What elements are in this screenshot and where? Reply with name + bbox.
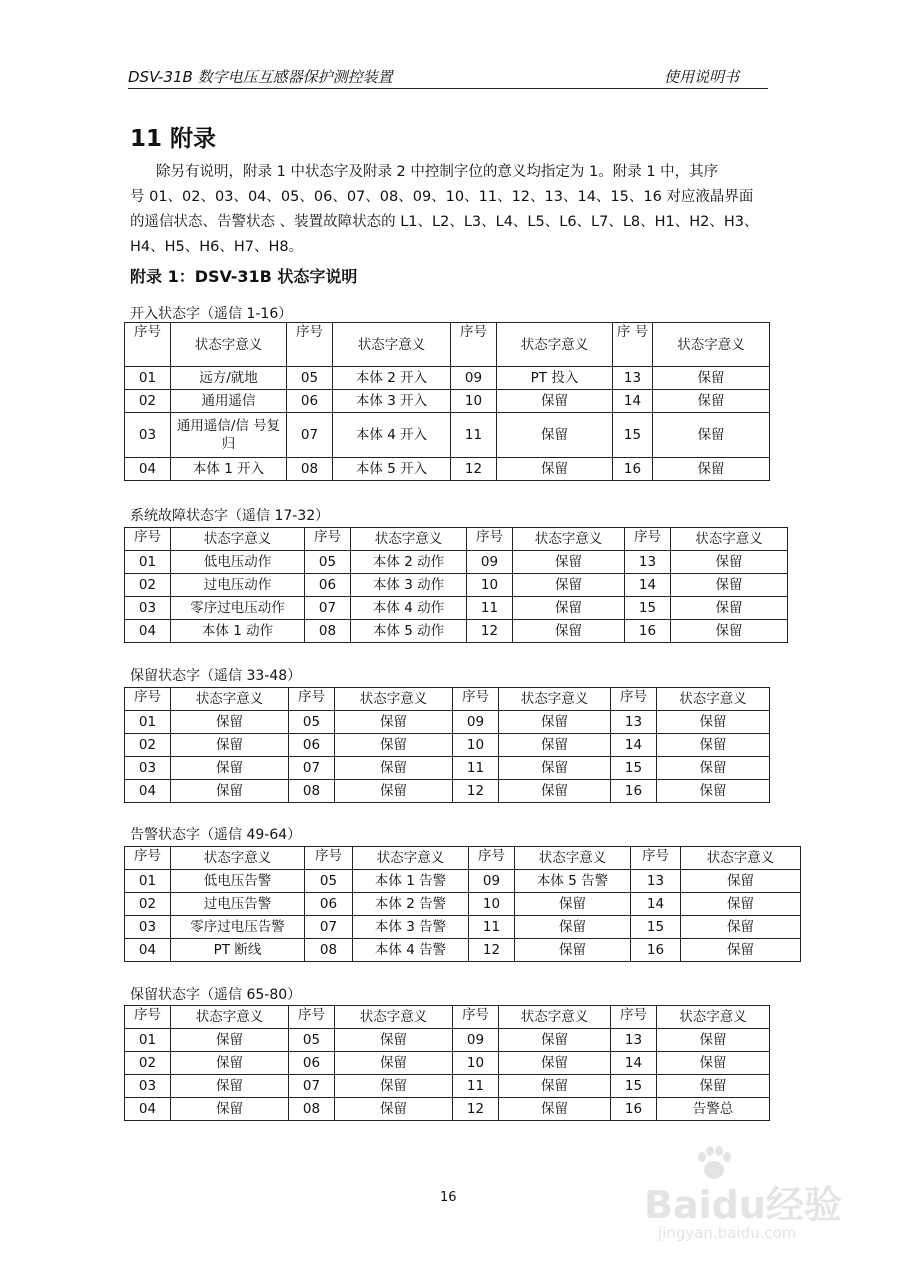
table-cell: 本体 3 开入 (333, 390, 451, 413)
table-cell: 08 (305, 939, 353, 962)
table-cell: 保留 (513, 574, 625, 597)
table-cell: 保留 (335, 1029, 453, 1052)
table-row (125, 551, 788, 574)
table-cell: 01 (125, 1029, 171, 1052)
intro-paragraph (130, 160, 770, 260)
table-row (125, 367, 770, 390)
table-cell: 10 (469, 893, 515, 916)
table-header-cell: 序号 (469, 847, 515, 870)
table-cell: 04 (125, 620, 171, 643)
table-cell: 零序过电压告警 (171, 916, 305, 939)
table-cell: 保留 (681, 893, 801, 916)
table-cell: 过电压告警 (171, 893, 305, 916)
table-cell: 保留 (171, 757, 289, 780)
table-cell: 09 (451, 367, 497, 390)
table-header-cell: 状态字意义 (333, 323, 451, 367)
table-cell: 保留 (497, 458, 613, 481)
table-header-cell: 状态字意义 (335, 1006, 453, 1029)
table-cell: 15 (611, 757, 657, 780)
table-cell: 03 (125, 597, 171, 620)
table-cell: 保留 (171, 734, 289, 757)
intro-line: H4、H5、H6、H7、H8。 (130, 239, 304, 255)
table-cell: 本体 3 告警 (353, 916, 469, 939)
table-header-cell: 序号 (451, 323, 497, 367)
table-row (125, 893, 801, 916)
table-row (125, 597, 788, 620)
table-header-cell: 状态字意义 (351, 528, 467, 551)
table-cell: 低电压动作 (171, 551, 305, 574)
table-cell: 保留 (657, 734, 770, 757)
table-cell: 12 (451, 458, 497, 481)
table-cell: 10 (451, 390, 497, 413)
table-cell: 14 (631, 893, 681, 916)
table-cell: 保留 (671, 597, 788, 620)
table-cell: 02 (125, 574, 171, 597)
table-cell: 保留 (657, 711, 770, 734)
table-cell: 保留 (671, 574, 788, 597)
table-cell: 07 (305, 597, 351, 620)
table-cell: 保留 (513, 620, 625, 643)
table-cell: 12 (467, 620, 513, 643)
table-caption: 保留状态字（遥信 65-80） (130, 987, 302, 1003)
table-cell: 08 (289, 780, 335, 803)
table-cell: 保留 (681, 916, 801, 939)
table-cell: 保留 (499, 711, 611, 734)
table-header-cell: 状态字意义 (171, 688, 289, 711)
table-cell: 12 (469, 939, 515, 962)
table-cell: 05 (289, 711, 335, 734)
table-cell: 本体 1 开入 (171, 458, 287, 481)
table-cell: 保留 (499, 1029, 611, 1052)
table-header-cell: 序号 (125, 847, 171, 870)
status-table-fault (124, 527, 788, 643)
table-header-cell: 状态字意义 (171, 847, 305, 870)
table-cell: 07 (289, 757, 335, 780)
table-cell: 保留 (653, 390, 770, 413)
table-cell: 10 (453, 734, 499, 757)
table-cell: 11 (469, 916, 515, 939)
table-cell: 本体 4 开入 (333, 413, 451, 458)
table-cell: 保留 (515, 916, 631, 939)
table-cell: 03 (125, 1075, 171, 1098)
table-cell: 保留 (513, 551, 625, 574)
table-caption: 告警状态字（遥信 49-64） (130, 827, 302, 843)
table-cell: 保留 (653, 413, 770, 458)
table-cell: 保留 (657, 757, 770, 780)
table-row (125, 390, 770, 413)
table-cell: 01 (125, 711, 171, 734)
table-row (125, 1098, 770, 1121)
table-caption: 系统故障状态字（遥信 17-32） (130, 508, 330, 524)
intro-line: 号 01、02、03、04、05、06、07、08、09、10、11、12、13、14、15、16 对应液晶界面 (130, 189, 754, 205)
table-cell: 16 (631, 939, 681, 962)
intro-line: 的遥信状态、告警状态 、装置故障状态的 L1、L2、L3、L4、L5、L6、L7、L8、H1、H2、H3、 (130, 214, 759, 230)
status-table-input (124, 322, 770, 481)
watermark-url: jingyan.baidu.com (658, 1224, 797, 1242)
table-cell: 本体 5 开入 (333, 458, 451, 481)
table-cell: 保留 (497, 390, 613, 413)
table-row (125, 711, 770, 734)
table-cell: 06 (287, 390, 333, 413)
table-header-cell: 状态字意义 (657, 688, 770, 711)
table-cell: 16 (625, 620, 671, 643)
table-cell: 13 (611, 1029, 657, 1052)
table-cell: 15 (625, 597, 671, 620)
table-cell: 06 (289, 1052, 335, 1075)
table-cell: 05 (305, 551, 351, 574)
table-header-cell: 状态字意义 (171, 323, 287, 367)
table-header-cell: 序号 (287, 323, 333, 367)
table-cell: 保留 (171, 1029, 289, 1052)
table-cell: 04 (125, 780, 171, 803)
table-header-cell: 序号 (289, 688, 335, 711)
table-cell: 07 (289, 1075, 335, 1098)
watermark (636, 1148, 866, 1248)
table-cell: 本体 5 告警 (515, 870, 631, 893)
table-cell: 10 (467, 574, 513, 597)
status-table-reserved-2 (124, 1005, 770, 1121)
table-cell: 保留 (335, 1075, 453, 1098)
table-cell: 12 (453, 1098, 499, 1121)
table-cell: 保留 (515, 893, 631, 916)
table-header-cell: 状态字意义 (671, 528, 788, 551)
table-cell: 07 (305, 916, 353, 939)
table-cell: 12 (453, 780, 499, 803)
table-cell: 06 (305, 893, 353, 916)
table-row (125, 939, 801, 962)
table-cell: 06 (305, 574, 351, 597)
table-header-cell: 状态字意义 (171, 1006, 289, 1029)
table-row (125, 916, 801, 939)
header-title: DSV-31B 数字电压互感器保护测控装置 (128, 68, 393, 86)
table-cell: 13 (613, 367, 653, 390)
table-cell: 本体 4 动作 (351, 597, 467, 620)
table-cell: 保留 (335, 734, 453, 757)
table-cell: 保留 (671, 551, 788, 574)
table-cell: 14 (625, 574, 671, 597)
table-cell: PT 断线 (171, 939, 305, 962)
table-cell: 16 (611, 1098, 657, 1121)
table-cell: 07 (287, 413, 333, 458)
table-row (125, 458, 770, 481)
table-header-cell: 序号 (289, 1006, 335, 1029)
table-cell: 保留 (499, 734, 611, 757)
table-cell: 15 (631, 916, 681, 939)
table-header-cell: 序号 (125, 1006, 171, 1029)
table-header-cell: 状态字意义 (353, 847, 469, 870)
table-header-cell: 状态字意义 (515, 847, 631, 870)
table-cell: 11 (451, 413, 497, 458)
table-cell: 保留 (657, 780, 770, 803)
table-cell: 通用遥信/信 号复归 (171, 413, 287, 458)
table-cell: 13 (625, 551, 671, 574)
table-cell: 保留 (657, 1029, 770, 1052)
table-row (125, 734, 770, 757)
table-cell: 13 (611, 711, 657, 734)
watermark-brand: Baidu经验 (644, 1183, 842, 1227)
table-cell: 04 (125, 1098, 171, 1121)
table-header-cell: 序号 (631, 847, 681, 870)
table-cell: 保留 (657, 1052, 770, 1075)
table-cell: 保留 (171, 711, 289, 734)
table-cell: 10 (453, 1052, 499, 1075)
table-cell: 保留 (335, 711, 453, 734)
table-cell: 保留 (653, 458, 770, 481)
table-cell: 14 (611, 1052, 657, 1075)
table-row (125, 1029, 770, 1052)
table-cell: 保留 (171, 1098, 289, 1121)
table-header-cell: 序号 (125, 528, 171, 551)
table-row (125, 1075, 770, 1098)
table-cell: 02 (125, 734, 171, 757)
table-cell: 保留 (499, 757, 611, 780)
table-header-cell: 状态字意义 (171, 528, 305, 551)
table-cell: 09 (467, 551, 513, 574)
page-header (128, 66, 768, 89)
table-header-row (125, 323, 770, 367)
page-number: 16 (440, 1190, 457, 1205)
table-header-cell: 状态字意义 (653, 323, 770, 367)
table-cell: 保留 (335, 1052, 453, 1075)
table-cell: 保留 (499, 1098, 611, 1121)
table-cell: 保留 (335, 757, 453, 780)
table-row (125, 574, 788, 597)
table-header-row (125, 847, 801, 870)
table-cell: 保留 (653, 367, 770, 390)
table-cell: 01 (125, 551, 171, 574)
table-header-cell: 序号 (625, 528, 671, 551)
table-cell: 保留 (499, 1075, 611, 1098)
table-cell: 本体 4 告警 (353, 939, 469, 962)
table-header-cell: 序号 (611, 688, 657, 711)
table-cell: 03 (125, 757, 171, 780)
table-row (125, 413, 770, 458)
table-row (125, 757, 770, 780)
table-cell: 05 (289, 1029, 335, 1052)
table-cell: 04 (125, 939, 171, 962)
table-cell: 保留 (171, 1075, 289, 1098)
table-cell: 01 (125, 870, 171, 893)
table-cell: 保留 (681, 870, 801, 893)
table-header-row (125, 528, 788, 551)
table-cell: 16 (611, 780, 657, 803)
table-cell: PT 投入 (497, 367, 613, 390)
table-cell: 03 (125, 916, 171, 939)
table-cell: 保留 (335, 780, 453, 803)
table-row (125, 620, 788, 643)
table-cell: 02 (125, 893, 171, 916)
table-cell: 09 (453, 1029, 499, 1052)
table-row (125, 780, 770, 803)
table-row (125, 1052, 770, 1075)
table-cell: 保留 (681, 939, 801, 962)
table-cell: 保留 (515, 939, 631, 962)
table-header-cell: 序号 (125, 688, 171, 711)
table-header-cell: 序号 (453, 688, 499, 711)
table-header-cell: 状态字意义 (681, 847, 801, 870)
table-cell: 16 (613, 458, 653, 481)
table-cell: 本体 1 动作 (171, 620, 305, 643)
table-cell: 本体 2 动作 (351, 551, 467, 574)
table-cell: 保留 (499, 1052, 611, 1075)
intro-line: 除另有说明，附录 1 中状态字及附录 2 中控制字位的意义均指定为 1。附录 1 中，其序 (156, 164, 719, 180)
table-cell: 03 (125, 413, 171, 458)
table-cell: 15 (611, 1075, 657, 1098)
table-header-cell: 状态字意义 (335, 688, 453, 711)
table-cell: 保留 (657, 1075, 770, 1098)
table-header-cell: 序号 (305, 528, 351, 551)
table-cell: 本体 2 告警 (353, 893, 469, 916)
table-cell: 04 (125, 458, 171, 481)
table-cell: 本体 5 动作 (351, 620, 467, 643)
table-header-cell: 序号 (125, 323, 171, 367)
table-cell: 11 (453, 757, 499, 780)
table-cell: 保留 (497, 413, 613, 458)
section-title: 11 附录 (130, 126, 217, 152)
table-cell: 02 (125, 1052, 171, 1075)
table-header-row (125, 688, 770, 711)
table-cell: 本体 2 开入 (333, 367, 451, 390)
table-cell: 14 (611, 734, 657, 757)
status-table-reserved-1 (124, 687, 770, 803)
table-cell: 告警总 (657, 1098, 770, 1121)
table-cell: 通用遥信 (171, 390, 287, 413)
table-cell: 13 (631, 870, 681, 893)
table-header-cell: 序 号 (613, 323, 653, 367)
table-header-cell: 序号 (611, 1006, 657, 1029)
table-caption: 开入状态字（遥信 1-16） (130, 306, 293, 322)
table-cell: 保留 (335, 1098, 453, 1121)
table-cell: 09 (469, 870, 515, 893)
table-header-cell: 状态字意义 (497, 323, 613, 367)
table-cell: 08 (287, 458, 333, 481)
table-header-cell: 序号 (467, 528, 513, 551)
table-cell: 06 (289, 734, 335, 757)
table-cell: 保留 (171, 1052, 289, 1075)
status-table-alarm (124, 846, 801, 962)
table-header-cell: 序号 (305, 847, 353, 870)
header-doc-type: 使用说明书 (664, 68, 740, 86)
table-row (125, 870, 801, 893)
table-cell: 本体 1 告警 (353, 870, 469, 893)
table-cell: 保留 (513, 597, 625, 620)
table-cell: 01 (125, 367, 171, 390)
table-header-cell: 状态字意义 (657, 1006, 770, 1029)
table-header-cell: 序号 (453, 1006, 499, 1029)
table-cell: 14 (613, 390, 653, 413)
table-cell: 过电压动作 (171, 574, 305, 597)
table-header-row (125, 1006, 770, 1029)
table-cell: 09 (453, 711, 499, 734)
appendix-title: 附录 1：DSV-31B 状态字说明 (130, 267, 358, 286)
table-cell: 保留 (671, 620, 788, 643)
table-caption: 保留状态字（遥信 33-48） (130, 668, 302, 684)
table-cell: 保留 (171, 780, 289, 803)
table-cell: 05 (287, 367, 333, 390)
table-cell: 远方/就地 (171, 367, 287, 390)
table-header-cell: 状态字意义 (499, 1006, 611, 1029)
table-cell: 零序过电压动作 (171, 597, 305, 620)
table-cell: 05 (305, 870, 353, 893)
table-cell: 本体 3 动作 (351, 574, 467, 597)
table-cell: 低电压告警 (171, 870, 305, 893)
table-cell: 15 (613, 413, 653, 458)
table-cell: 11 (453, 1075, 499, 1098)
table-header-cell: 状态字意义 (499, 688, 611, 711)
table-header-cell: 状态字意义 (513, 528, 625, 551)
table-cell: 08 (289, 1098, 335, 1121)
table-cell: 02 (125, 390, 171, 413)
table-cell: 保留 (499, 780, 611, 803)
table-cell: 11 (467, 597, 513, 620)
table-cell: 08 (305, 620, 351, 643)
